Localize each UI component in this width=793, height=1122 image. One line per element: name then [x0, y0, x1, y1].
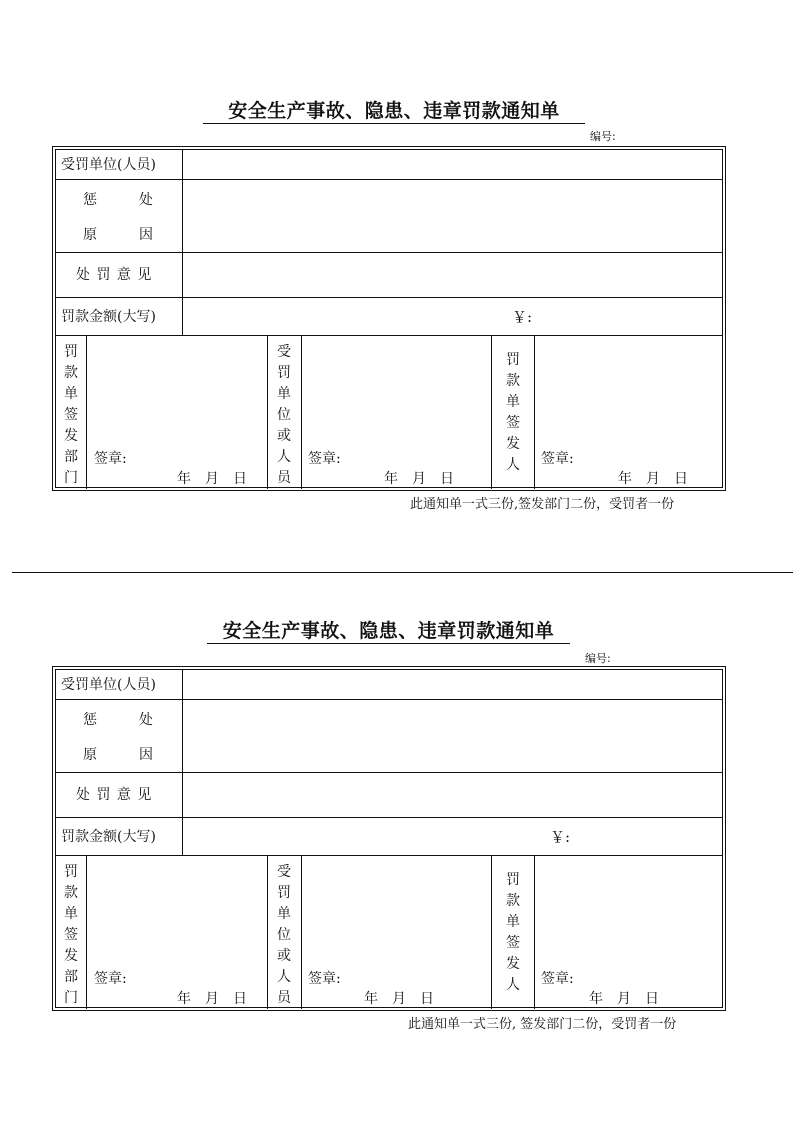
- serial-number-label: 编号:: [590, 130, 616, 143]
- penalized-party-label: 受 罚 单 位 或 人 员: [277, 344, 291, 486]
- issuer-date-label: 年 月 日: [618, 471, 688, 487]
- issuer-label: 罚 款 单 签 发 人: [506, 872, 520, 993]
- yuan-symbol: ￥:: [550, 828, 571, 846]
- dept-sign-label: 签章:: [94, 451, 127, 467]
- cut-line: [12, 572, 793, 573]
- form-table: [52, 666, 726, 1011]
- party-sign-label: 签章:: [308, 971, 341, 987]
- reason-label-line2: 原 因: [83, 227, 153, 243]
- footnote: 此通知单一式三份, 签发部门二份，受罚者一份: [408, 1017, 677, 1032]
- amount-field[interactable]: [187, 299, 725, 334]
- issuer-label: 罚 款 单 签 发 人: [506, 352, 520, 473]
- form-table: [52, 146, 726, 491]
- amount-label: 罚款金额(大写): [61, 829, 156, 845]
- penalized-party-label: 受 罚 单 位 或 人 员: [277, 864, 291, 1006]
- serial-number-label: 编号:: [585, 652, 611, 665]
- unit-field[interactable]: [187, 671, 725, 698]
- opinion-label: 处 罚 意 见: [76, 267, 153, 283]
- issuing-dept-label: 罚 款 单 签 发 部 门: [64, 864, 78, 1006]
- party-date-label: 年 月 日: [384, 471, 454, 487]
- reason-field[interactable]: [187, 701, 725, 771]
- opinion-field[interactable]: [187, 254, 725, 296]
- issuing-dept-label: 罚 款 单 签 发 部 门: [64, 344, 78, 486]
- reason-field[interactable]: [187, 181, 725, 251]
- party-sign-label: 签章:: [308, 451, 341, 467]
- unit-label: 受罚单位(人员): [61, 677, 156, 693]
- reason-label-line1: 惩 处: [83, 192, 153, 208]
- opinion-field[interactable]: [187, 774, 725, 816]
- issuer-sign-label: 签章:: [541, 971, 574, 987]
- dept-sign-label: 签章:: [94, 971, 127, 987]
- unit-field[interactable]: [187, 151, 725, 178]
- dept-date-label: 年 月 日: [177, 471, 247, 487]
- party-date-label: 年 月 日: [364, 991, 434, 1007]
- form-title: 安全生产事故、隐患、违章罚款通知单: [207, 619, 570, 644]
- dept-date-label: 年 月 日: [177, 991, 247, 1007]
- footnote: 此通知单一式三份,签发部门二份，受罚者一份: [410, 497, 675, 512]
- yuan-symbol: ￥:: [512, 308, 533, 326]
- issuer-date-label: 年 月 日: [589, 991, 659, 1007]
- reason-label-line1: 惩 处: [83, 712, 153, 728]
- amount-label: 罚款金额(大写): [61, 309, 156, 325]
- issuer-sign-label: 签章:: [541, 451, 574, 467]
- reason-label-line2: 原 因: [83, 747, 153, 763]
- unit-label: 受罚单位(人员): [61, 157, 156, 173]
- opinion-label: 处 罚 意 见: [76, 787, 153, 803]
- form-title: 安全生产事故、隐患、违章罚款通知单: [203, 99, 585, 124]
- amount-field[interactable]: [187, 819, 725, 854]
